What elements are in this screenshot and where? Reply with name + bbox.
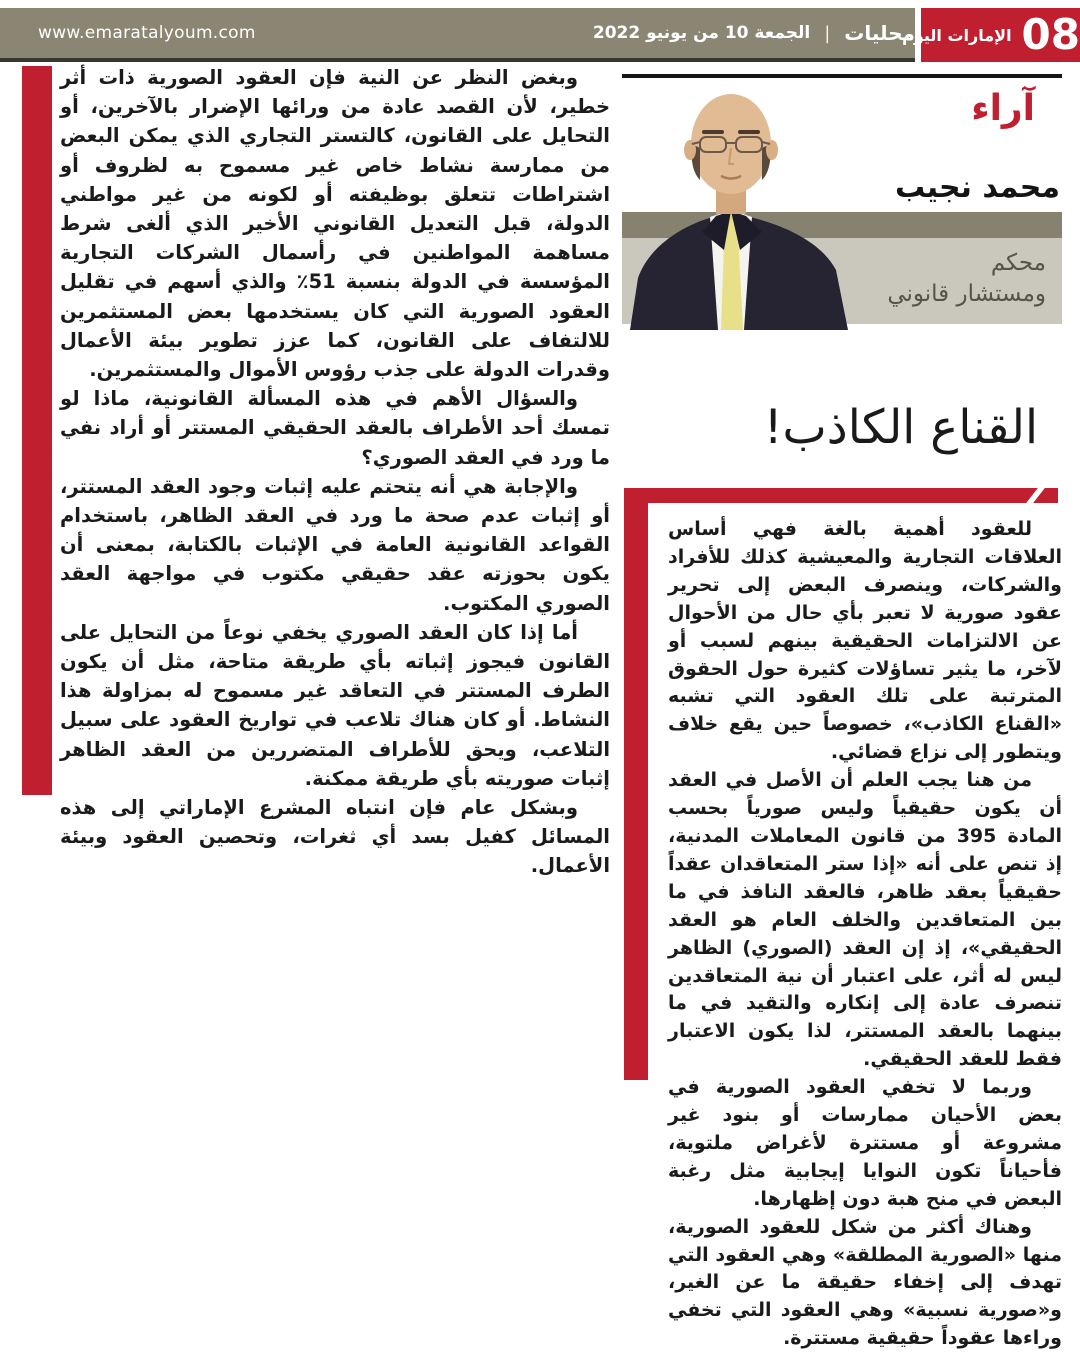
body-paragraph: أما إذا كان العقد الصوري يخفي نوعاً من التحايل على القانون فيجوز إثباته بأي طريقة متاحة، مثل أن يكون الطرف المستتر في التعاقد غير مسموح له بمزاولة هذا النشاط. أو كان هناك تلاعب في تواريخ العقود على سبيل التلاعب، ويحق للأطراف المتضررين من العقد الظاهر إثبات صوريته بأي طريقة ممكنة. bbox=[60, 620, 610, 790]
right-accent-bar bbox=[624, 488, 648, 1080]
author-name: محمد نجيب bbox=[895, 170, 1060, 205]
article-body-column bbox=[60, 63, 610, 881]
author-role-line2: ومستشار قانوني bbox=[887, 281, 1046, 307]
author-photo bbox=[628, 82, 854, 330]
brand-box bbox=[902, 8, 1080, 62]
body-paragraph: والإجابة هي أنه يتحتم عليه إثبات وجود العقد المستتر، أو إثبات عدم صحة ما ورد في العقد الظاهر، باستخدام القواعد القانونية العامة في الإثبات بالكتابة، بمعنى أن يكون بحوزته عقد حقيقي مكتوب في مواجهة العقد الصوري المكتوب. bbox=[60, 474, 610, 615]
body-paragraph: وبشكل عام فإن انتباه المشرع الإماراتي إلى هذه المسائل كفيل بسد أي ثغرات، وتحصين العقود وبيئة الأعمال. bbox=[60, 796, 610, 878]
red-horizontal-bar bbox=[624, 488, 1058, 503]
header-meta bbox=[593, 8, 915, 58]
lead-paragraph: وربما لا تخفي العقود الصورية في بعض الأحيان ممارسات أو بنود غير مشروعة أو مستترة لأغراض ملتوية، فأحياناً تكون النوايا إيجابية مثل رغبة البعض في منح هبة دون إظهارها. bbox=[668, 1076, 1062, 1210]
body-paragraph: والسؤال الأهم في هذه المسألة القانونية، ماذا لو تمسك أحد الأطراف بالعقد الحقيقي المستتر أو أراد نفي ما ورد في العقد الصوري؟ bbox=[60, 387, 610, 469]
article-lead-column bbox=[668, 516, 1062, 1353]
lead-paragraph: للعقود أهمية بالغة فهي أساس العلاقات التجارية والمعيشية كذلك للأفراد والشركات، وينصرف البعض إلى تحرير عقود صورية لا تعبر بأي حال من الأحوال عن الالتزامات الحقيقية بينهم لسبب أو لآخر، ما يثير تساؤلات كثيرة حول الحقوق المترتبة على تلك العقود التي تشبه «القناع الكاذب»، خصوصاً حين يقع خلاف ويتطور إلى نزاع قضائي. bbox=[668, 518, 1062, 764]
website-url: www.emaratalyoum.com bbox=[38, 23, 256, 43]
column-top-rule bbox=[622, 74, 1062, 78]
issue-date: الجمعة 10 من يونيو 2022 bbox=[592, 23, 811, 43]
lead-paragraph: من هنا يجب العلم أن الأصل في العقد أن يكون حقيقياً وليس صورياً بحسب المادة 395 من قانون المعاملات المدنية، إذ تنص على أنه «إذا ستر المتعاقدان عقداً حقيقياً بعقد ظاهر، فالعقد النافذ في ما بين المتعاقدين والخلف العام هو العقد الحقيقي»، إذ إن العقد (الصوري) الظاهر ليس له أثر، على اعتبار أن نية المتعاقدين تنصرف عادة إلى إنكاره والتقيد في ما بينهما بالعقد المستتر، لذا يكون الاعتبار فقط للعقد الحقيقي. bbox=[668, 769, 1062, 1071]
page-number: 08 bbox=[1021, 10, 1080, 59]
body-paragraph: وبغض النظر عن النية فإن العقود الصورية ذات أثر خطير، لأن القصد عادة من ورائها الإضرار بالآخرين، أو التحايل على القانون، كالتستر التجاري الذي يمكن البعض من ممارسة نشاط خاص غير مسموح به لظروف أو اشتراطات تتعلق بوظيفته أو لكونه من غير مواطني الدولة، قبل التعديل القانوني الأخير الذي ألغى شرط مساهمة المواطنين في رأسمال الشركات التجارية المؤسسة في الدولة بنسبة 51٪ والذي أسهم في تقليل العقود الصورية التي كان يستخدمها بعض المستثمرين للالتفاف على القانون، كما عزز تطوير بيئة الأعمال وقدرات الدولة على جذب رؤوس الأموال والمستثمرين. bbox=[60, 66, 610, 382]
opinion-kicker: آراء bbox=[971, 88, 1035, 129]
lead-paragraph: وهناك أكثر من شكل للعقود الصورية، منها «الصورية المطلقة» وهي العقود التي تهدف إلى إخفاء حقيقة ما عن الغير، و«صورية نسبية» وهي العقود التي تخفي وراءها عقوداً حقيقية مستترة. bbox=[668, 1215, 1062, 1350]
left-accent-bar bbox=[22, 66, 52, 795]
article-title: القناع الكاذب! bbox=[763, 400, 1038, 456]
section-label: محليات bbox=[844, 21, 915, 45]
brand-name: الإمارات اليوم bbox=[902, 25, 1012, 45]
header-separator: | bbox=[824, 22, 831, 44]
author-role-line1: محكم bbox=[990, 250, 1046, 276]
